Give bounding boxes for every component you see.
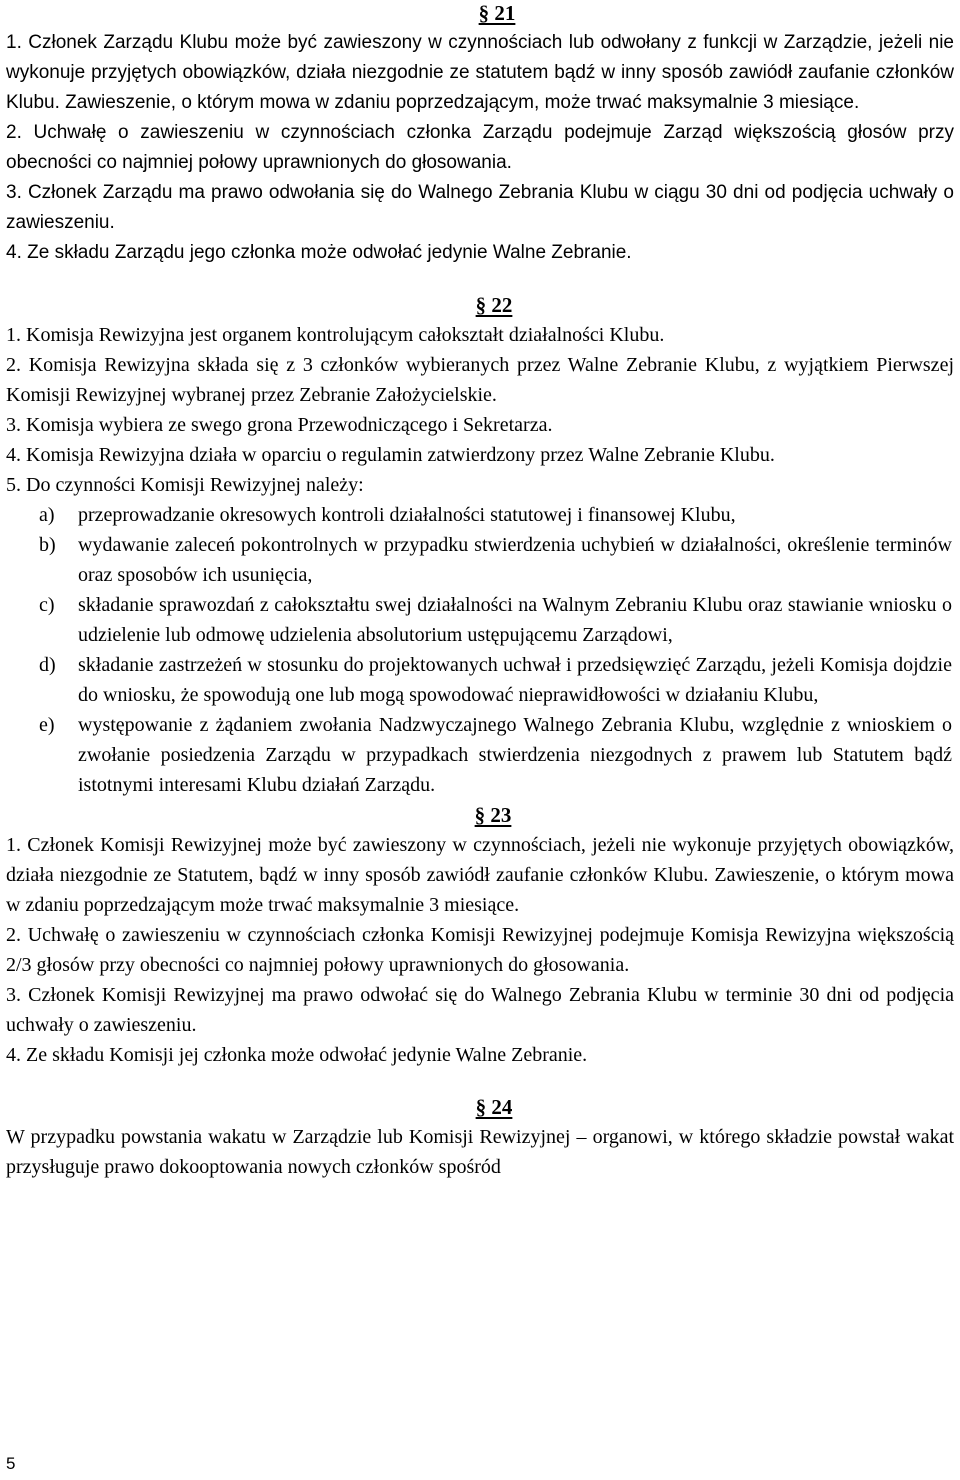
section-heading-21: § 21 (478, 1, 516, 25)
list-item-label: d) (39, 654, 56, 676)
list-item (6, 530, 954, 590)
section-heading-24: § 24 (475, 1095, 513, 1119)
section-heading-23: § 23 (474, 803, 512, 827)
paragraph-22-1: 1. Komisja Rewizyjna jest organem kontrolującym całokształt działalności Klubu. (6, 324, 665, 346)
paragraph-21-4: 4. Ze składu Zarządu jego członka może odwołać jedynie Walne Zebranie. (6, 242, 632, 263)
list-item-text: składanie zastrzeżeń w stosunku do projektowanych uchwał i przedsięwzięć Zarządu, jeżeli Komisja dojdzie do wniosku, że spowodują one lub mogą spowodować nieprawidłowości w działaniu Klubu, (78, 654, 952, 706)
list-item (6, 710, 954, 800)
list-item (6, 650, 954, 710)
paragraph-22-2: 2. Komisja Rewizyjna składa się z 3 członków wybieranych przez Walne Zebranie Klubu, z wyjątkiem Pierwszej Komisji Rewizyjnej wybranej przez Zebranie Założycielskie. (6, 354, 954, 406)
list-item (6, 500, 954, 530)
list-item-label: e) (39, 714, 55, 736)
paragraph-24-1: W przypadku powstania wakatu w Zarządzie lub Komisji Rewizyjnej – organowi, w którego składzie powstał wakat przysługuje prawo dokooptowania nowych członków spośród (6, 1126, 954, 1178)
section-heading-22: § 22 (475, 293, 513, 317)
paragraph-21-3: 3. Członek Zarządu ma prawo odwołania się do Walnego Zebrania Klubu w ciągu 30 dni od podjęcia uchwały o zawieszeniu. (6, 182, 954, 233)
paragraph-22-3: 3. Komisja wybiera ze swego grona Przewodniczącego i Sekretarza. (6, 414, 553, 436)
section-21-content (6, 28, 954, 268)
list-item (6, 590, 954, 650)
paragraph-21-2: 2. Uchwałę o zawieszeniu w czynnościach członka Zarządu podejmuje Zarząd większością głosów przy obecności co najmniej połowy uprawnionych do głosowania. (6, 122, 954, 173)
list-item-label: b) (39, 534, 56, 556)
duties-list (6, 500, 954, 800)
section-23-content (6, 830, 954, 1070)
list-item-text: przeprowadzanie okresowych kontroli działalności statutowej i finansowej Klubu, (78, 504, 736, 526)
list-item-label: c) (39, 594, 55, 616)
list-item-text: składanie sprawozdań z całokształtu swej działalności na Walnym Zebraniu Klubu oraz stawianie wniosku o udzielenie lub odmowę udzielenia absolutorium ustępującemu Zarządowi, (78, 594, 952, 646)
paragraph-23-2: 2. Uchwałę o zawieszeniu w czynnościach członka Komisji Rewizyjnej podejmuje Komisja Rewizyjna większością 2/3 głosów przy obecności co najmniej połowy uprawnionych do głosowania. (6, 924, 954, 976)
paragraph-22-4: 4. Komisja Rewizyjna działa w oparciu o regulamin zatwierdzony przez Walne Zebranie Klubu. (6, 444, 775, 466)
paragraph-23-3: 3. Członek Komisji Rewizyjnej ma prawo odwołać się do Walnego Zebrania Klubu w terminie 30 dni od podjęcia uchwały o zawieszeniu. (6, 984, 954, 1036)
paragraph-23-4: 4. Ze składu Komisji jej członka może odwołać jedynie Walne Zebranie. (6, 1044, 588, 1066)
section-24-content (6, 1122, 954, 1182)
list-item-label: a) (39, 504, 55, 526)
document-body (6, 0, 954, 1182)
list-item-text: wydawanie zaleceń pokontrolnych w przypadku stwierdzenia uchybień w działalności, określenie terminów oraz sposobów ich usunięcia, (78, 534, 952, 586)
paragraph-21-1: 1. Członek Zarządu Klubu może być zawieszony w czynnościach lub odwołany z funkcji w Zarządzie, jeżeli nie wykonuje przyjętych obowiązków, działa niezgodnie ze statutem bądź w inny sposób zawiódł zaufanie członków Klubu. Zawieszenie, o którym mowa w zdaniu poprzedzającym, może trwać maksymalnie 3 miesiące. (6, 32, 954, 113)
list-item-text: występowanie z żądaniem zwołania Nadzwyczajnego Walnego Zebrania Klubu, względnie z wnioskiem o zwołanie posiedzenia Zarządu w przypadkach stwierdzenia niezgodnych z prawem lub Statutem bądź istotnymi interesami Klubu działań Zarządu. (78, 714, 952, 796)
page-number: 5 (6, 1454, 16, 1473)
paragraph-22-5: 5. Do czynności Komisji Rewizyjnej należy: (6, 474, 364, 496)
paragraph-23-1: 1. Członek Komisji Rewizyjnej może być zawieszony w czynnościach, jeżeli nie wykonuje przyjętych obowiązków, działa niezgodnie ze Statutem, bądź w inny sposób zawiódł zaufanie członków Klubu. Zawieszenie, o którym mowa w zdaniu poprzedzającym może trwać maksymalnie 3 miesiące. (6, 834, 954, 916)
section-22-content (6, 320, 954, 800)
